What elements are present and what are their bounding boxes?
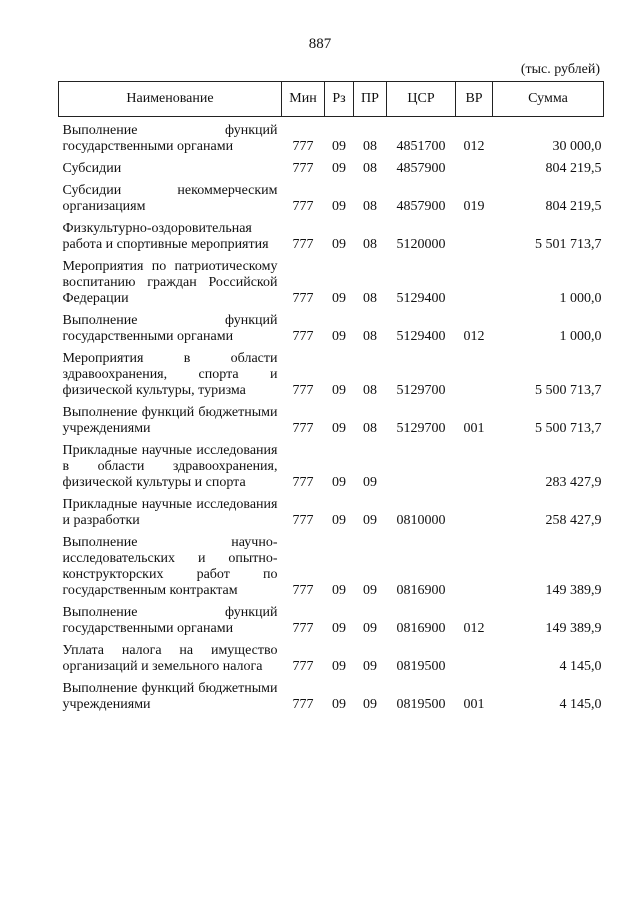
row-vr xyxy=(456,443,493,497)
row-rz: 09 xyxy=(332,139,346,154)
header-csr: ЦСР xyxy=(387,82,456,117)
row-pr: 09 xyxy=(363,583,377,598)
row-vr xyxy=(456,221,493,259)
table-row xyxy=(59,405,604,443)
row-min: 777 xyxy=(292,659,314,674)
row-pr: 08 xyxy=(363,161,377,176)
row-sum: 4 145,0 xyxy=(559,659,602,674)
row-csr: 5129700 xyxy=(396,383,446,398)
row-csr: 5129700 xyxy=(396,421,446,436)
row-csr: 0816900 xyxy=(396,583,446,598)
row-sum: 149 389,9 xyxy=(545,583,602,598)
row-vr: 012 xyxy=(463,139,485,154)
row-name: Выполнение научно-исследовательских и опытно-конструкторских работ по государственным контрактам xyxy=(62,535,278,598)
page-number: 887 xyxy=(308,36,332,52)
row-pr: 08 xyxy=(363,421,377,436)
row-pr: 09 xyxy=(363,475,377,490)
row-rz: 09 xyxy=(332,383,346,398)
row-pr: 09 xyxy=(363,697,377,712)
row-vr xyxy=(456,259,493,313)
budget-table xyxy=(58,81,604,719)
row-min: 777 xyxy=(292,513,314,528)
row-csr: 0819500 xyxy=(396,697,446,712)
row-name: Мероприятия в области здравоохранения, спорта и физической культуры, туризма xyxy=(62,351,278,398)
row-rz: 09 xyxy=(332,199,346,214)
row-min: 777 xyxy=(292,199,314,214)
row-sum: 5 501 713,7 xyxy=(535,237,602,252)
row-csr: 4851700 xyxy=(396,139,446,154)
row-rz: 09 xyxy=(332,475,346,490)
header-pr: ПР xyxy=(354,82,387,117)
row-min: 777 xyxy=(292,161,314,176)
row-name: Прикладные научные исследования и разработки xyxy=(62,497,278,528)
table-row xyxy=(59,497,604,535)
row-vr: 019 xyxy=(463,199,485,214)
row-csr xyxy=(387,443,456,497)
header-vr: ВР xyxy=(456,82,493,117)
row-name: Мероприятия по патриотическому воспитанию граждан Российской Федерации xyxy=(62,259,278,306)
row-pr: 08 xyxy=(363,329,377,344)
row-name: Субсидии xyxy=(62,161,122,176)
row-name: Выполнение функций бюджетными учреждениями xyxy=(62,681,278,712)
row-min: 777 xyxy=(292,383,314,398)
table-row xyxy=(59,681,604,719)
row-sum: 283 427,9 xyxy=(545,475,602,490)
header-sum: Сумма xyxy=(493,82,604,117)
row-rz: 09 xyxy=(332,329,346,344)
row-csr: 5120000 xyxy=(396,237,446,252)
row-min: 777 xyxy=(292,583,314,598)
table-row xyxy=(59,183,604,221)
table-header-row xyxy=(59,82,604,117)
row-pr: 09 xyxy=(363,621,377,636)
row-csr: 5129400 xyxy=(396,329,446,344)
row-rz: 09 xyxy=(332,659,346,674)
table-row xyxy=(59,259,604,313)
row-rz: 09 xyxy=(332,161,346,176)
row-min: 777 xyxy=(292,237,314,252)
row-vr: 012 xyxy=(463,621,485,636)
row-vr: 001 xyxy=(463,697,485,712)
row-name: Уплата налога на имущество организаций и земельного налога xyxy=(62,643,278,674)
row-name: Выполнение функций государственными органами xyxy=(62,123,278,154)
table-row xyxy=(59,535,604,605)
row-sum: 804 219,5 xyxy=(545,199,602,214)
row-min: 777 xyxy=(292,139,314,154)
row-rz: 09 xyxy=(332,621,346,636)
table-row xyxy=(59,605,604,643)
row-sum: 4 145,0 xyxy=(559,697,602,712)
header-rz: Рз xyxy=(325,82,354,117)
row-sum: 30 000,0 xyxy=(552,139,602,154)
row-rz: 09 xyxy=(332,237,346,252)
row-vr xyxy=(456,643,493,681)
table-row xyxy=(59,117,604,162)
unit-note: (тыс. рублей) xyxy=(520,62,600,77)
table-row xyxy=(59,351,604,405)
row-rz: 09 xyxy=(332,291,346,306)
row-name: Субсидии некоммерческим организациям xyxy=(62,183,278,214)
row-rz: 09 xyxy=(332,513,346,528)
row-sum: 149 389,9 xyxy=(545,621,602,636)
row-sum: 5 500 713,7 xyxy=(535,421,602,436)
row-vr: 012 xyxy=(463,329,485,344)
row-sum: 804 219,5 xyxy=(545,161,602,176)
row-pr: 08 xyxy=(363,237,377,252)
row-name: Выполнение функций государственными органами xyxy=(62,605,278,636)
row-sum: 1 000,0 xyxy=(559,291,602,306)
table-body xyxy=(59,117,604,720)
row-name: Физкультурно-оздоровительная работа и спортивные мероприятия xyxy=(62,221,269,252)
table-row xyxy=(59,313,604,351)
table-row xyxy=(59,221,604,259)
table-row xyxy=(59,643,604,681)
row-vr xyxy=(456,161,493,183)
row-vr xyxy=(456,535,493,605)
row-vr: 001 xyxy=(463,421,485,436)
row-min: 777 xyxy=(292,621,314,636)
row-rz: 09 xyxy=(332,421,346,436)
row-csr: 0819500 xyxy=(396,659,446,674)
row-vr xyxy=(456,497,493,535)
table-row xyxy=(59,443,604,497)
row-min: 777 xyxy=(292,329,314,344)
row-name: Прикладные научные исследования в области здравоохранения, физической культуры и спорта xyxy=(62,443,278,490)
row-min: 777 xyxy=(292,475,314,490)
row-vr xyxy=(456,351,493,405)
row-pr: 08 xyxy=(363,199,377,214)
row-sum: 5 500 713,7 xyxy=(535,383,602,398)
row-rz: 09 xyxy=(332,583,346,598)
row-name: Выполнение функций государственными органами xyxy=(62,313,278,344)
header-name: Наименование xyxy=(59,82,282,117)
row-min: 777 xyxy=(292,291,314,306)
table-row xyxy=(59,161,604,183)
row-min: 777 xyxy=(292,421,314,436)
row-csr: 4857900 xyxy=(396,199,446,214)
row-name: Выполнение функций бюджетными учреждениями xyxy=(62,405,278,436)
row-pr: 08 xyxy=(363,383,377,398)
row-csr: 5129400 xyxy=(396,291,446,306)
row-sum: 258 427,9 xyxy=(545,513,602,528)
row-rz: 09 xyxy=(332,697,346,712)
row-pr: 08 xyxy=(363,139,377,154)
row-pr: 08 xyxy=(363,291,377,306)
row-csr: 0816900 xyxy=(396,621,446,636)
row-sum: 1 000,0 xyxy=(559,329,602,344)
row-csr: 0810000 xyxy=(396,513,446,528)
row-min: 777 xyxy=(292,697,314,712)
row-pr: 09 xyxy=(363,659,377,674)
row-pr: 09 xyxy=(363,513,377,528)
header-min: Мин xyxy=(282,82,325,117)
row-csr: 4857900 xyxy=(396,161,446,176)
